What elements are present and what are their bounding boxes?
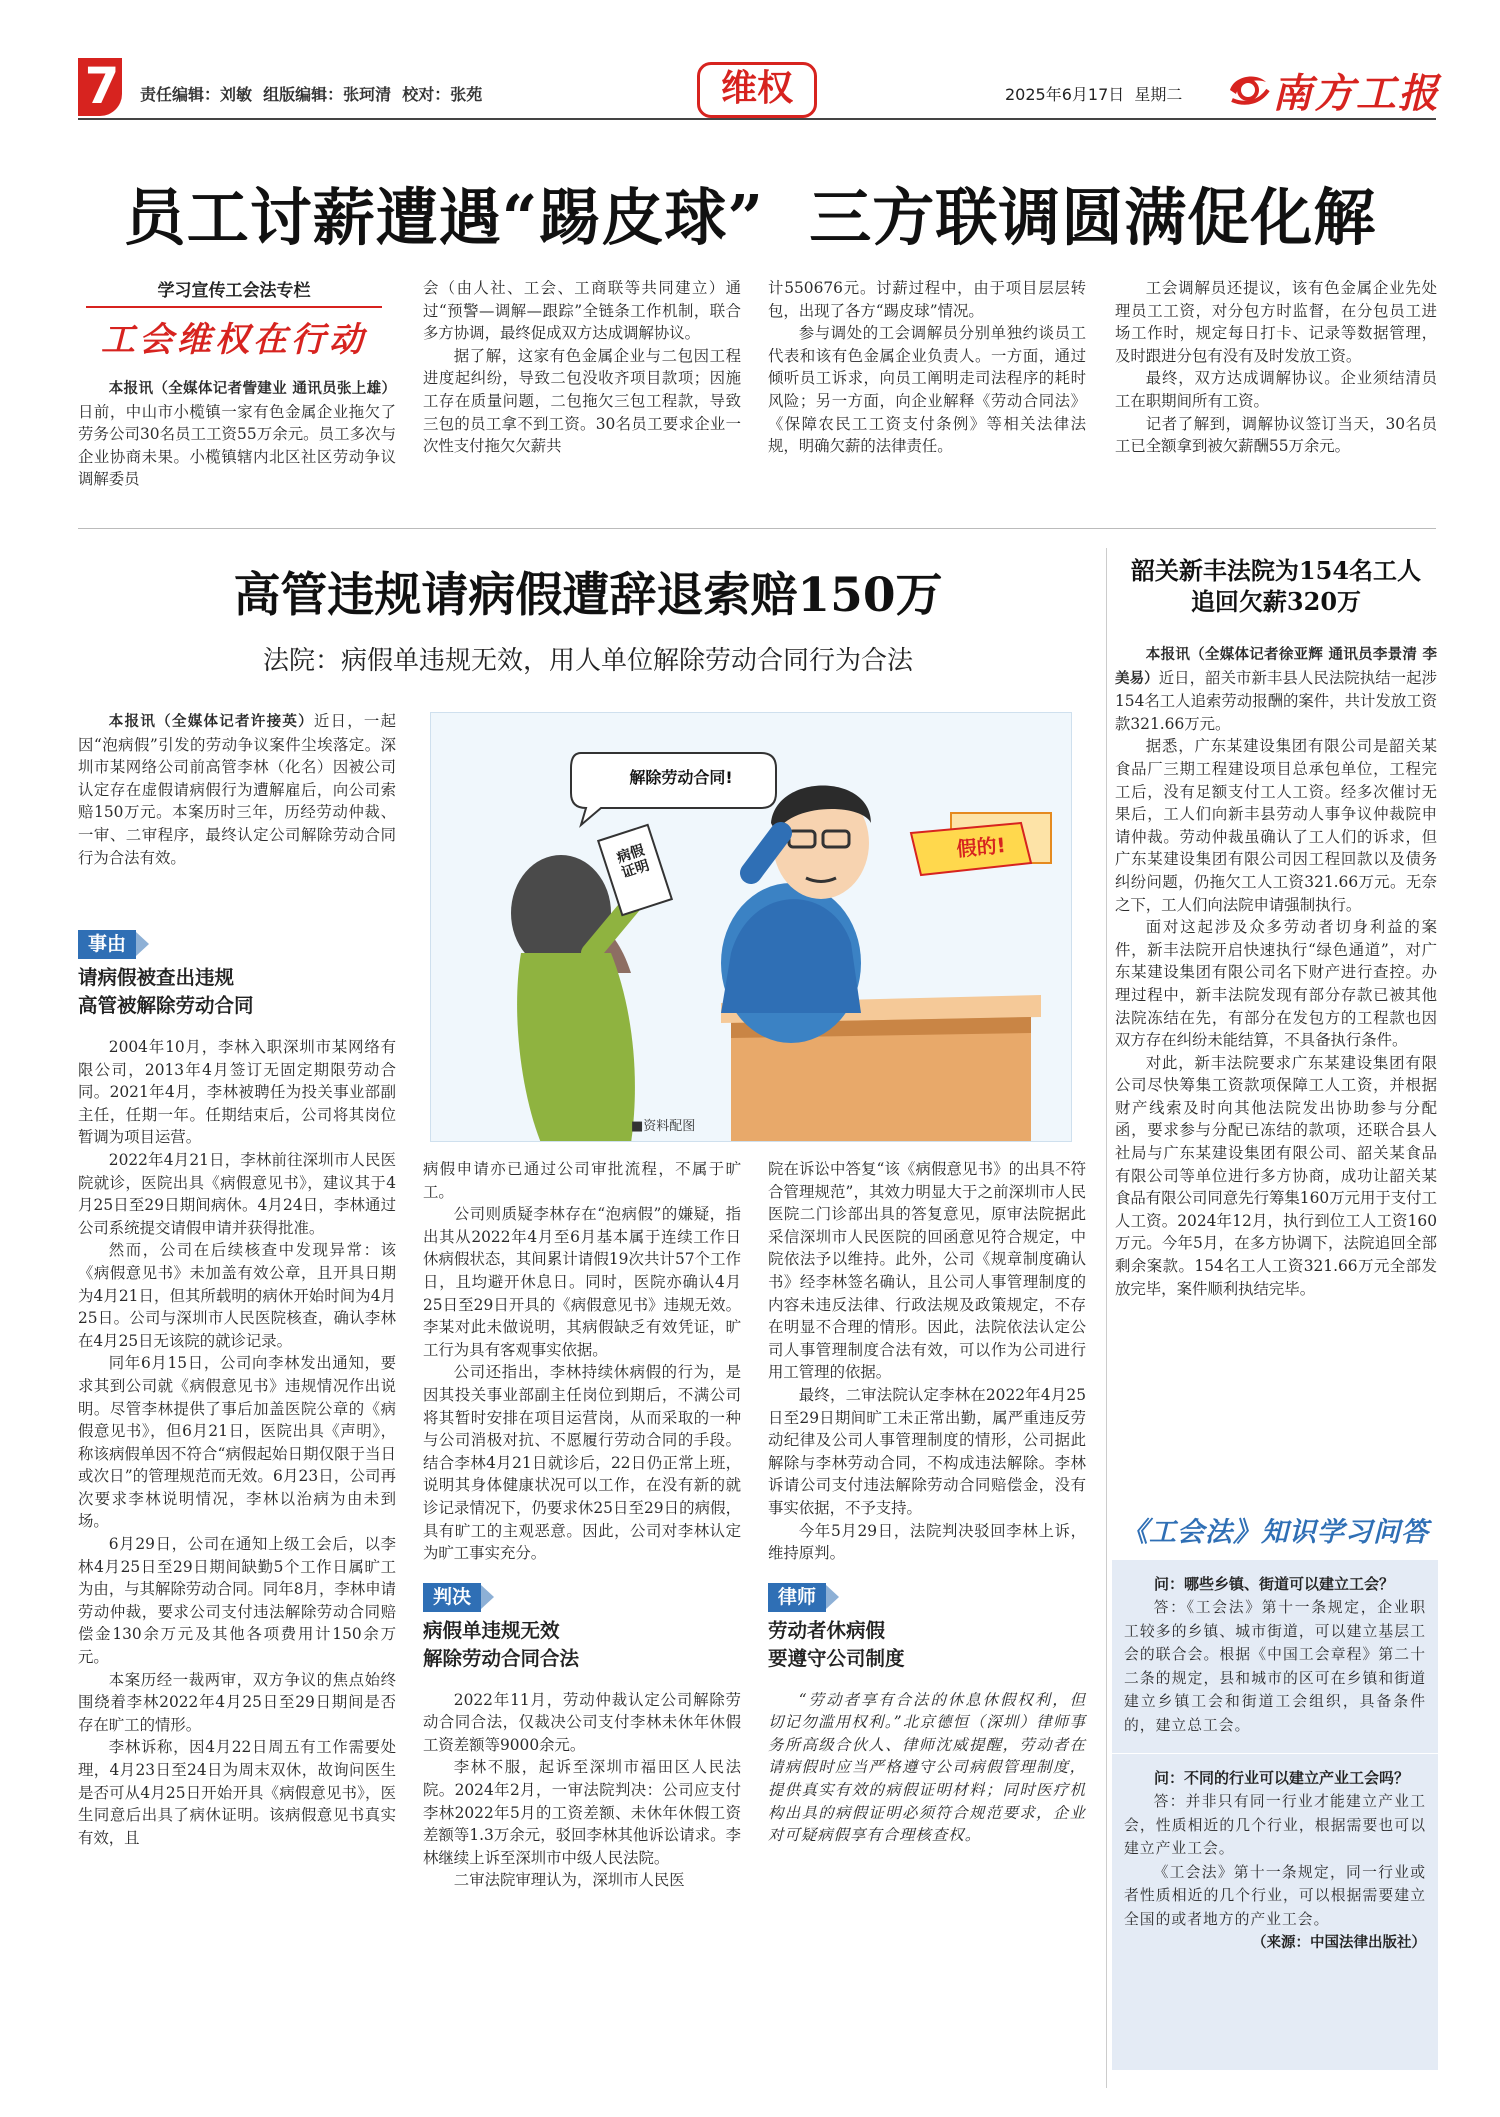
main-headline: 高管违规请病假遭辞退索赔150万	[233, 568, 943, 623]
illustration	[430, 712, 1072, 1142]
section-title: 维权	[720, 68, 793, 109]
qa-answer-2a: 答：并非只有同一行业才能建立产业工会，性质相近的几个行业，根据需要也可以建立产业工会。	[1124, 1793, 1426, 1857]
column-divider	[1106, 548, 1107, 2088]
tag-cause: 事由	[78, 930, 136, 959]
paper-label: 病假证明	[614, 842, 652, 882]
lead-col3: 计550676元。讨薪过程中，由于项目层层转包，出现了各方“踢皮球”情况。 参与调处的工会调解员分别单独约谈员工代表和该有色金属企业负责人。一方面，通过倾听员工诉求，向员工阐明走司法程序的耗时风险；另一方面，向企业解释《劳动合同法》《保障农民工工资支付条例》等相关法律法规，明确欠薪的法律责任。	[768, 279, 1086, 456]
date-line: 2025年6月17日 星期二	[1005, 85, 1183, 104]
side-story: 本报讯（全媒体记者徐亚辉 通讯员李景清 李美易）近日，韶关市新丰县人民法院执结一起涉154名工人追索劳动报酬的案件，共计发放工资款321.66万元。 据悉，广东某建设集团有限公司是韶关某食品厂三期工程建设项目总承包单位，工程完工后，没有足额支付工人工资。经多次催讨无果后，工人们向新丰县劳动人事争议仲裁院申请仲裁。劳动仲裁虽确认了工人们的诉求，但广东某建设集团有限公司因工程回款以及债务纠纷问题，仍拖欠工人工资321.66万元。无奈之下，工人们向法院申请强制执行。 面对这起涉及众多劳动者切身利益的案件，新丰法院开启快速执行“绿色通道”，对广东某建设集团有限公司名下财产进行查控。办理过程中，新丰法院发现有部分存款已被其他法院冻结在先，有部分在发包方的工程款也因双方存在纠纷未能结算，不具备执行条件。 对此，新丰法院要求广东某建设集团有限公司尽快筹集工资款项保障工人工资，并根据财产线索及时向其他法院发出协助参与分配函，要求参与分配已冻结的款项，还联合县人社局与广东某建设集团有限公司、韶关某食品有限公司等单位进行多方协商，成功让韶关某食品有限公司同意先行筹集160万元用于支付工人工资。2024年12月，执行到位工人工资160万元。今年5月，在多方协调下，法院追回全部剩余案款。154名工人工资321.66万元全部发放完毕，案件顺利执结完毕。	[1115, 647, 1437, 1298]
qa-source: （来源：中国法律出版社）	[1252, 1935, 1426, 1951]
side-headline: 韶关新丰法院为154名工人 追回欠薪320万	[1130, 556, 1422, 616]
lead-col2: 会（由人社、工会、工商联等共同建立）通过“预警—调解—跟踪”全链条工作机制，联合多方协调，最终促成双方达成调解协议。 据了解，这家有色金属企业与二包因工程进度起纠纷，导致二包没收齐项目款项；因施工存在质量问题，二包拖欠三包工程款，导致三包的员工拿不到工资。30名员工要求企业一次性支付拖欠欠薪共	[423, 279, 741, 456]
main-col2: 病假申请亦已通过公司审批流程，不属于旷工。 公司则质疑李林存在“泡病假”的嫌疑，指出其从2022年4月至6月基本属于连续工作日休病假状态，其间累计请假19次共计57个工作日，且均避开休息日。同时，医院亦确认4月25日至29日开具的《病假意见书》违规无效。李某对此未做说明，其病假缺乏有效凭证，旷工行为具有客观事实依据。 公司还指出，李林持续休病假的行为，是因其投关事业部副主任岗位到期后，不满公司将其暂时安排在项目运营岗，从而采取的一种与公司消极对抗、不愿履行劳动合同的手段。结合李林4月21日就诊后，22日仍正常上班，说明其身体健康状况可以工作，在没有新的就诊记录情况下，仍要求休25日至29日的病假，具有旷工的主观恶意。因此，公司对李林认定为旷工事实充分。 判决 病假单违规无效 解除劳动合同合法 2022年11月，劳动仲裁认定公司解除劳动合同合法，仅裁决公司支付李林未休年休假工资差额等9000余元。 李林不服，起诉至深圳市福田区人民法院。2024年2月，一审法院判决：公司应支付李林2022年5月的工资差额、未休年休假工资差额等1.3万余元，驳回李林其他诉讼请求。李林继续上诉至深圳市中级人民法院。 二审法院审理认为，深圳市人民医	[423, 1160, 741, 1890]
column-label-box	[78, 272, 390, 364]
paper-logo-icon	[1226, 68, 1270, 108]
subhead-lawyer: 劳动者休病假 要遵守公司制度	[768, 1618, 905, 1670]
page-header	[0, 0, 1500, 120]
fake-label: 假的!	[955, 832, 1007, 862]
qa-question-2: 问：不同的行业可以建立产业工会吗？	[1154, 1769, 1410, 1787]
image-credit: ■资料配图	[631, 1119, 696, 1134]
qa-box	[1112, 1500, 1438, 2070]
main-intro: 本报讯（全媒体记者许接英）近日，一起因“泡病假”引发的劳动争议案件尘埃落定。深圳市某网络公司前高管李林（化名）因被公司认定存在虚假请病假行为遭解雇后，向公司索赔150万元。本案历时三年，历经劳动仲裁、一审、二审程序，最终认定公司解除劳动合同行为合法有效。	[78, 712, 396, 867]
subhead-cause: 请病假被查出违规 高管被解除劳动合同	[78, 966, 254, 1017]
side-byline: 本报讯（全媒体记者徐亚辉 通讯员李景清 李美易）	[1115, 647, 1437, 687]
lead-col4: 工会调解员还提议，该有色金属企业先处理员工工资，对分包方时监督，在分包员工进场工作时，规定每日打卡、记录等数据管理，及时跟进分包有没有及时发放工资。 最终，双方达成调解协议。企业须结清员工在职期间所有工资。 记者了解到，调解协议签订当天，30名员工已全额拿到被欠薪酬55万余元。	[1115, 279, 1437, 456]
lead-headline: 员工讨薪遭遇“踢皮球” 三方联调圆满促化解	[123, 181, 1377, 254]
tag-verdict: 判决	[423, 1583, 481, 1612]
page-number: 7	[84, 57, 120, 115]
qa-answer-1: 答：《工会法》第十一条规定，企业职工较多的乡镇、城市街道，可以建立基层工会的联合会。根据《中国工会章程》第二十二条的规定，县和城市的区可在乡镇和街道建立乡镇工会和街道工会组织，具备条件的，建立总工会。	[1124, 1599, 1426, 1734]
speech-bubble-text: 解除劳动合同!	[629, 768, 733, 787]
qa-separator	[1112, 1753, 1438, 1754]
main-col3: 院在诉讼中答复“该《病假意见书》的出具不符合管理规范”，其效力明显大于之前深圳市人民医院二门诊部出具的答复意见，原审法院据此采信深圳市人民医院的回函意见符合规定，中院依法予以维持。此外，公司《规章制度确认书》经李林签名确认，且公司人事管理制度的内容未违反法律、行政法规及政策规定，不存在明显不合理的情形。因此，法院依法认定公司人事管理制度合法有效，可以作为公司进行用工管理的依据。 最终，二审法院认定李林在2022年4月25日至29日期间旷工未正常出勤，属严重违反劳动纪律及公司人事管理制度的情形，公司据此解除与李林劳动合同，不构成违法解除。李林诉请公司支付违法解除劳动合同赔偿金，没有事实依据，不予支持。 今年5月29日，法院判决驳回李林上诉，维持原判。 律师 劳动者休病假 要遵守公司制度 “劳动者享有合法的休息休假权利，但切记勿滥用权利。”北京德恒（深圳）律师事务所高级合伙人、律师沈威提醒，劳动者在请病假时应当严格遵守公司病假管理制度，提供真实有效的病假证明材料；同时医疗机构出具的病假证明必须符合规范要求，企业对可疑病假享有合理核查权。	[768, 1160, 1086, 1845]
column-label-small: 学习宣传工会法专栏	[157, 281, 311, 301]
lead-byline: 本报讯（全媒体记者訾建业 通讯员张上雄）	[108, 381, 396, 397]
main-col1: 事由 请病假被查出违规 高管被解除劳动合同 2004年10月，李林入职深圳市某网络有限公司，2013年4月签订无固定期限劳动合同。2021年4月，李林被聘任为投关事业部副主任，任期一年。任期结束后，公司将其岗位暂调为项目运营。 2022年4月21日，李林前往深圳市人民医院就诊，医院出具《病假意见书》，建议其于4月25日至29日期间病休。4月24日，李林通过公司系统提交请假申请并获得批准。 然而，公司在后续核查中发现异常：该《病假意见书》未加盖有效公章，且开具日期为4月21日，但其所载明的病休开始时间为4月25日。公司与深圳市人民医院核查，确认李林在4月25日无该院的就诊记录。 同年6月15日，公司向李林发出通知，要求其到公司就《病假意见书》违规情况作出说明。尽管李林提供了事后加盖医院公章的《病假意见书》，但6月21日，医院出具《声明》，称该病假单因不符合“病假起始日期仅限于当日或次日”的管理规范而无效。6月23日，公司再次要求李林说明情况，李林以治病为由未到场。 6月29日，公司在通知上级工会后，以李林4月25日至29日期间缺勤5个工作日属旷工为由，与其解除劳动合同。同年8月，李林申请劳动仲裁，要求公司支付违法解除劳动合同赔偿金130余万元及其他各项费用计150余万元。 本案历经一裁两审，双方争议的焦点始终围绕着李林2022年4月25日至29日期间是否存在旷工的情形。 李林诉称，因4月22日周五有工作需要处理，4月23日至24日为周末双休，故询问医生是否可从4月25日开始开具《病假意见书》，医生同意后出具了病休证明。该病假意见书真实有效，且	[78, 930, 396, 1849]
paper-name: 南方工报	[1272, 70, 1440, 117]
main-byline: 本报讯（全媒体记者许接英）	[108, 714, 314, 730]
qa-title: 《工会法》知识学习问答	[1121, 1517, 1429, 1548]
lead-divider	[78, 528, 1436, 529]
editors-line: 责任编辑：刘敏 组版编辑：张珂清 校对：张苑	[140, 85, 483, 104]
qa-answer-2b: 《工会法》第十一条规定，同一行业或者性质相近的几个行业，可以根据需要建立全国的或者地方的产业工会。	[1124, 1863, 1426, 1928]
qa-question-1: 问：哪些乡镇、街道可以建立工会？	[1154, 1575, 1395, 1593]
lead-col1: 本报讯（全媒体记者訾建业 通讯员张上雄）日前，中山市小榄镇一家有色金属企业拖欠了劳务公司30名员工工资55万余元。员工多次与企业协商未果。小榄镇辖内北区社区劳动争议调解委员	[78, 381, 396, 489]
tag-lawyer: 律师	[768, 1583, 826, 1612]
header-rule	[78, 118, 1436, 120]
subhead-verdict: 病假单违规无效 解除劳动合同合法	[423, 1618, 580, 1670]
column-label-rule	[86, 306, 382, 308]
main-subheadline: 法院：病假单违规无效，用人单位解除劳动合同行为合法	[262, 646, 913, 676]
column-label-big: 工会维权在行动	[101, 320, 367, 360]
